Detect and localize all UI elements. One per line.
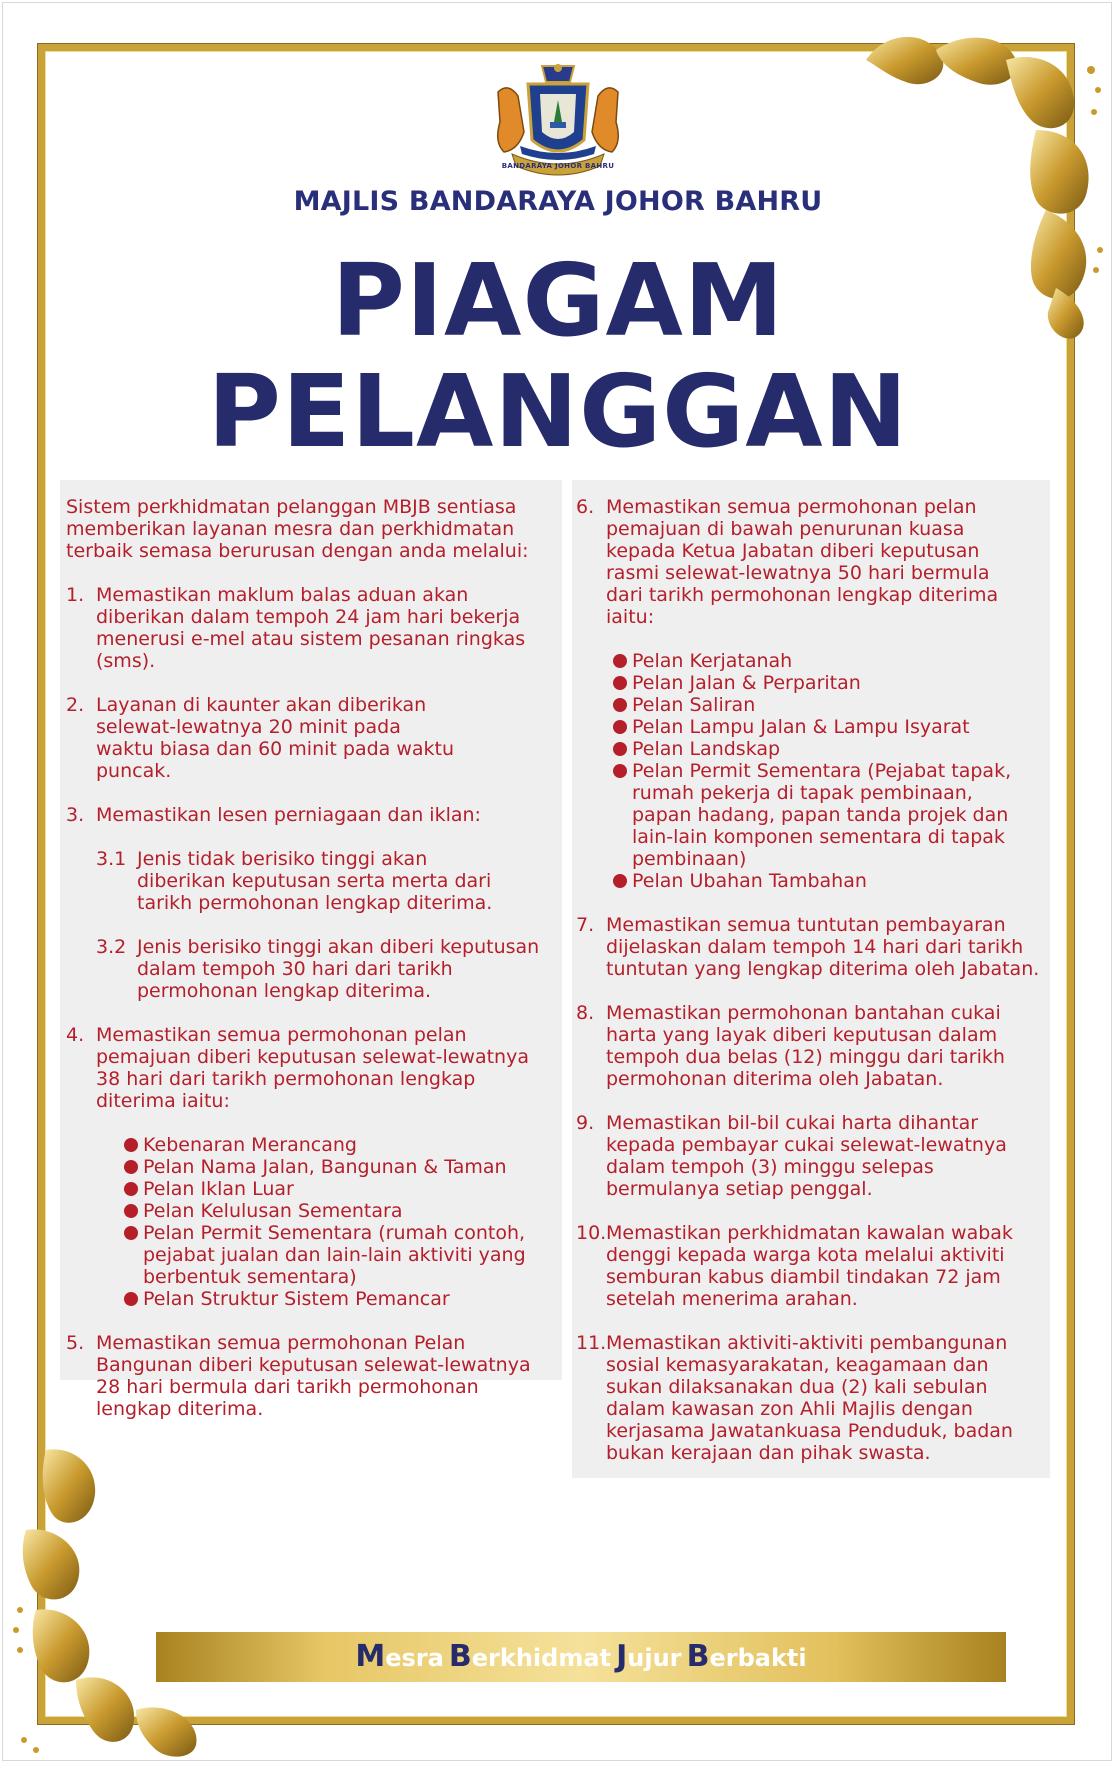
item-text: Memastikan semua permohonan pelan pemajuan diberi keputusan selewat-lewatnya 38 hari dari tarikh permohonan lengkap diterima iaitu: bbox=[96, 1024, 529, 1112]
charter-right-panel bbox=[572, 480, 1050, 1478]
list-item bbox=[612, 760, 1012, 870]
list-item-text: Pelan Permit Sementara (Pejabat tapak, rumah pekerja di tapak pembinaan, papan hadang, papan tanda projek dan lain-lain komponen sementara di tapak pembinaan) bbox=[632, 760, 1012, 870]
council-crest-logo bbox=[478, 62, 638, 186]
slogan-word: esra bbox=[385, 1644, 444, 1672]
list-item-text: Pelan Nama Jalan, Bangunan & Taman bbox=[143, 1156, 507, 1178]
list-item bbox=[612, 738, 1012, 760]
item-number: 6. bbox=[576, 496, 595, 518]
charter-item-2 bbox=[66, 694, 456, 782]
subitem-text: Jenis berisiko tinggi akan diberi keputusan dalam tempoh 30 hari dari tarikh permohonan lengkap diterima. bbox=[137, 936, 540, 1002]
bullet-dot-icon bbox=[124, 1160, 138, 1174]
list-item-text: Pelan Permit Sementara (rumah contoh, pejabat jualan dan lain-lain aktiviti yang berbentuk sementara) bbox=[143, 1222, 526, 1288]
list-item-text: Pelan Jalan & Perparitan bbox=[632, 672, 861, 694]
bullet-dot-icon bbox=[124, 1226, 138, 1240]
page-title-line-1: PIAGAM bbox=[331, 242, 785, 359]
item-text: Memastikan semua permohonan pelan pemajuan di bawah penurunan kuasa kepada Ketua Jabatan diberi keputusan rasmi selewat-lewatnya 50 hari bermula dari tarikh permohonan lengkap diterima iaitu: bbox=[606, 496, 999, 628]
slogan-banner bbox=[156, 1632, 1006, 1682]
slogan-word: ujur bbox=[627, 1644, 682, 1672]
intro-paragraph: Sistem perkhidmatan pelanggan MBJB sentiasa memberikan layanan mesra dan perkhidmatan terbaik semasa berurusan dengan anda melalui: bbox=[66, 496, 529, 562]
item-text: Memastikan maklum balas aduan akan diberikan dalam tempoh 24 jam hari bekerja menerusi e-mel atau sistem pesanan ringkas (sms). bbox=[96, 584, 526, 672]
bullet-dot-icon bbox=[124, 1292, 138, 1306]
item-number: 4. bbox=[66, 1024, 85, 1046]
item-text: Memastikan lesen perniagaan dan iklan: bbox=[96, 804, 481, 826]
item-6-plan-list bbox=[612, 650, 1012, 892]
item-number: 1. bbox=[66, 584, 85, 606]
charter-item-6 bbox=[576, 496, 1016, 628]
bullet-dot-icon bbox=[124, 1182, 138, 1196]
slogan-initial: B bbox=[686, 1639, 710, 1674]
slogan-initial: M bbox=[355, 1639, 386, 1674]
list-item-text: Kebenaran Merancang bbox=[143, 1134, 357, 1156]
bullet-dot-icon bbox=[613, 764, 627, 778]
list-item bbox=[123, 1134, 543, 1156]
list-item-text: Pelan Iklan Luar bbox=[143, 1178, 294, 1200]
subitem-text: Jenis tidak berisiko tinggi akan diberikan keputusan serta merta dari tarikh permohonan lengkap diterima. bbox=[137, 848, 493, 914]
list-item bbox=[123, 1156, 543, 1178]
charter-item-1 bbox=[66, 584, 548, 672]
list-item bbox=[612, 694, 1012, 716]
charter-item-5 bbox=[66, 1332, 548, 1420]
charter-subitem-3-1 bbox=[66, 848, 497, 914]
list-item bbox=[123, 1222, 543, 1288]
page-title-line-2: PELANGGAN bbox=[207, 353, 909, 470]
bullet-dot-icon bbox=[613, 742, 627, 756]
slogan-initial: B bbox=[448, 1639, 472, 1674]
slogan-initial: J bbox=[616, 1639, 628, 1674]
charter-item-10 bbox=[576, 1222, 1026, 1310]
item-text: Layanan di kaunter akan diberikan selewat-lewatnya 20 minit pada waktu biasa dan 60 minit pada waktu puncak. bbox=[96, 694, 455, 782]
list-item bbox=[123, 1200, 543, 1222]
list-item bbox=[123, 1178, 543, 1200]
list-item-text: Pelan Struktur Sistem Pemancar bbox=[143, 1288, 450, 1310]
charter-subitem-3-2 bbox=[66, 936, 547, 1002]
item-text: Memastikan semua permohonan Pelan Bangunan diberi keputusan selewat-lewatnya 28 hari bermula dari tarikh permohonan lengkap diterima. bbox=[96, 1332, 531, 1420]
list-item-text: Pelan Kerjatanah bbox=[632, 650, 793, 672]
item-number: 11. bbox=[576, 1332, 607, 1354]
item-number: 5. bbox=[66, 1332, 85, 1354]
gold-floral-ornament-bottom-left bbox=[6, 1440, 246, 1760]
item-number: 3. bbox=[66, 804, 85, 826]
list-item-text: Pelan Lampu Jalan & Lampu Isyarat bbox=[632, 716, 970, 738]
item-number: 8. bbox=[576, 1002, 595, 1024]
charter-item-4 bbox=[66, 1024, 558, 1112]
slogan-word: erbakti bbox=[709, 1644, 807, 1672]
item-text: Memastikan aktiviti-aktiviti pembangunan sosial kemasyarakatan, keagamaan dan sukan dilaksanakan dua (2) kali sebulan dalam kawasan zon Ahli Majlis dengan kerjasama Jawatankuasa Penduduk, badan bukan kerajaan dan pihak swasta. bbox=[606, 1332, 1013, 1464]
subitem-number: 3.2 bbox=[96, 936, 127, 958]
list-item bbox=[612, 870, 1012, 892]
list-item bbox=[612, 650, 1012, 672]
bullet-dot-icon bbox=[124, 1138, 138, 1152]
list-item-text: Pelan Saliran bbox=[632, 694, 756, 716]
list-item-text: Pelan Ubahan Tambahan bbox=[632, 870, 867, 892]
bullet-dot-icon bbox=[613, 874, 627, 888]
item-number: 2. bbox=[66, 694, 85, 716]
charter-item-8 bbox=[576, 1002, 1026, 1090]
crest-banner-text: BANDARAYA JOHOR BAHRU bbox=[501, 162, 615, 170]
item-number: 9. bbox=[576, 1112, 595, 1134]
bullet-dot-icon bbox=[613, 676, 627, 690]
bullet-dot-icon bbox=[613, 720, 627, 734]
subitem-number: 3.1 bbox=[96, 848, 127, 870]
bullet-dot-icon bbox=[613, 698, 627, 712]
charter-left-panel bbox=[60, 480, 562, 1420]
item-number: 10. bbox=[576, 1222, 607, 1244]
council-name: MAJLIS BANDARAYA JOHOR BAHRU bbox=[293, 186, 823, 217]
list-item bbox=[612, 716, 1012, 738]
bullet-dot-icon bbox=[124, 1204, 138, 1218]
list-item bbox=[123, 1288, 543, 1310]
charter-item-11 bbox=[576, 1332, 1036, 1464]
item-text: Memastikan semua tuntutan pembayaran dijelaskan dalam tempoh 14 hari dari tarikh tuntutan yang lengkap diterima oleh Jabatan. bbox=[606, 914, 1040, 980]
item-4-plan-list bbox=[123, 1134, 543, 1310]
list-item-text: Pelan Kelulusan Sementara bbox=[143, 1200, 403, 1222]
list-item bbox=[612, 672, 1012, 694]
item-text: Memastikan bil-bil cukai harta dihantar kepada pembayar cukai selewat-lewatnya dalam tempoh (3) minggu selepas bermulanya setiap penggal. bbox=[606, 1112, 1007, 1200]
bullet-dot-icon bbox=[613, 654, 627, 668]
charter-item-7 bbox=[576, 914, 1056, 980]
slogan-word: erkhidmat bbox=[471, 1644, 612, 1672]
item-text: Memastikan permohonan bantahan cukai harta yang layak diberi keputusan dalam tempoh dua belas (12) minggu dari tarikh permohonan diterima oleh Jabatan. bbox=[606, 1002, 1005, 1090]
list-item-text: Pelan Landskap bbox=[632, 738, 781, 760]
charter-item-3 bbox=[66, 804, 548, 826]
charter-item-9 bbox=[576, 1112, 1026, 1200]
item-number: 7. bbox=[576, 914, 595, 936]
item-text: Memastikan perkhidmatan kawalan wabak denggi kepada warga kota melalui aktiviti semburan kabus diambil tindakan 72 jam setelah menerima arahan. bbox=[606, 1222, 1013, 1310]
